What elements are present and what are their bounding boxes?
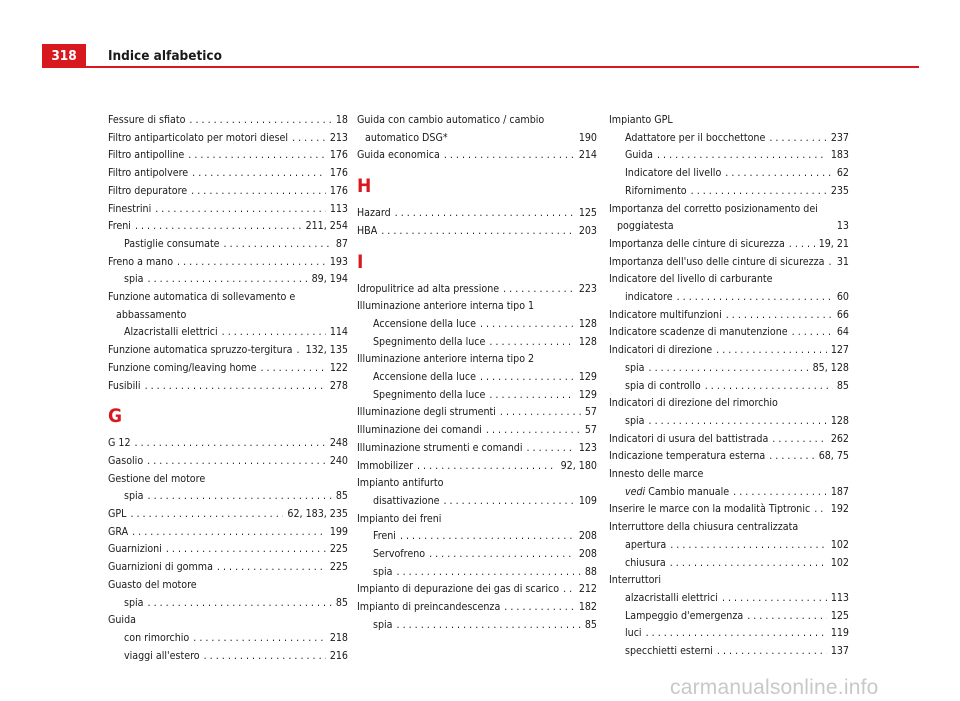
- index-entry: Illuminazione strumenti e comandi . . . 123: [357, 440, 597, 458]
- index-heading: Guasto del motore: [108, 578, 197, 591]
- index-subentry: spia . . . 85: [108, 488, 348, 506]
- index-entry: Freni . . . 211, 254: [108, 218, 348, 236]
- index-subentry: spia . . . 85, 128: [609, 360, 849, 378]
- index-subentry: Accensione della luce . . . 129: [357, 369, 597, 387]
- index-entry: Freno a mano . . . 193: [108, 254, 348, 272]
- page-number: 318: [51, 48, 77, 64]
- section-letter-g: G: [108, 405, 123, 428]
- index-entry: Indicatore scadenze di manutenzione . . . 64: [609, 324, 849, 342]
- index-entry: Inserire le marce con la modalità Tiptronic . . . 192: [609, 501, 849, 519]
- index-entry: Impianto di preincandescenza . . . 182: [357, 599, 597, 617]
- index-column-3: [609, 112, 849, 661]
- index-heading: Indicatore del livello di carburante: [609, 273, 773, 286]
- index-column-1: [108, 112, 348, 665]
- index-entry: Finestrini . . . 113: [108, 201, 348, 219]
- index-subentry: luci . . . 119: [609, 625, 849, 643]
- index-column-2: [357, 112, 597, 635]
- index-entry: Filtro antipolvere . . . 176: [108, 165, 348, 183]
- section-letter-h: H: [357, 175, 372, 198]
- index-entry: Funzione automatica spruzzo-tergitura . . . 132, 135: [108, 342, 348, 360]
- watermark: carmanualsonline.info: [670, 676, 879, 699]
- index-heading: Indicatori di direzione del rimorchio: [609, 397, 778, 410]
- index-subentry: disattivazione . . . 109: [357, 493, 597, 511]
- index-entry: Importanza dell'uso delle cinture di sicurezza . . . 31: [609, 254, 849, 272]
- index-subentry: Spegnimento della luce . . . 128: [357, 334, 597, 352]
- index-subentry: apertura . . . 102: [609, 537, 849, 555]
- index-subentry: Indicatore del livello . . . 62: [609, 165, 849, 183]
- index-entry: Hazard . . . 125: [357, 205, 597, 223]
- index-entry: Guida economica . . . 214: [357, 147, 597, 165]
- index-subentry: spia . . . 88: [357, 564, 597, 582]
- section-letter-i: I: [357, 250, 364, 273]
- index-subentry: spia . . . 85: [357, 617, 597, 635]
- index-subentry: spia . . . 128: [609, 413, 849, 431]
- index-entry: Immobilizer . . . 92, 180: [357, 458, 597, 476]
- index-entry: Idropulitrice ad alta pressione . . . 223: [357, 281, 597, 299]
- index-subentry: Servofreno . . . 208: [357, 546, 597, 564]
- index-entry: Funzione coming/leaving home . . . 122: [108, 360, 348, 378]
- index-subentry: Guida . . . 183: [609, 147, 849, 165]
- index-entry: GPL . . . 62, 183, 235: [108, 506, 348, 524]
- page-title: Indice alfabetico: [108, 48, 222, 64]
- index-entry: Indicazione temperatura esterna . . . 68, 75: [609, 448, 849, 466]
- index-entry: Importanza del corretto posizionamento dei poggiatesta 13: [609, 202, 849, 233]
- index-heading: Funzione automatica di sollevamento e abbassamento: [108, 291, 296, 321]
- index-subentry: spia . . . 89, 194: [108, 271, 348, 289]
- index-entry: G 12 . . . 248: [108, 435, 348, 453]
- index-entry: Filtro depuratore . . . 176: [108, 183, 348, 201]
- index-entry: Illuminazione dei comandi . . . 57: [357, 422, 597, 440]
- index-entry: Filtro antipolline . . . 176: [108, 147, 348, 165]
- index-entry: HBA . . . 203: [357, 223, 597, 241]
- index-heading: Impianto dei freni: [357, 512, 442, 525]
- index-heading: Illuminazione anteriore interna tipo 2: [357, 353, 535, 366]
- index-entry: Guarnizioni di gomma . . . 225: [108, 559, 348, 577]
- index-heading: Impianto antifurto: [357, 477, 444, 490]
- index-entry: Importanza delle cinture di sicurezza . . . 19, 21: [609, 236, 849, 254]
- index-subentry: alzacristalli elettrici . . . 113: [609, 590, 849, 608]
- index-subentry: Adattatore per il bocchettone . . . 237: [609, 130, 849, 148]
- index-subentry: viaggi all'estero . . . 216: [108, 648, 348, 666]
- index-subentry: indicatore . . . 60: [609, 289, 849, 307]
- index-entry: Impianto di depurazione dei gas di scarico . . . 212: [357, 581, 597, 599]
- index-subentry: Accensione della luce . . . 128: [357, 316, 597, 334]
- index-subentry: Lampeggio d'emergenza . . . 125: [609, 608, 849, 626]
- page-number-badge: [42, 44, 86, 68]
- index-heading: Impianto GPL: [609, 114, 673, 126]
- index-heading: Interruttori: [609, 574, 662, 587]
- index-entry: Guarnizioni . . . 225: [108, 541, 348, 559]
- index-subentry: vedi Cambio manuale . . . 187: [609, 484, 849, 502]
- index-subentry: specchietti esterni . . . 137: [609, 643, 849, 661]
- index-heading: Interruttore della chiusura centralizzata: [609, 521, 799, 534]
- index-entry: Guida con cambio automatico / cambio automatico DSG* 190: [357, 114, 597, 144]
- index-heading: Guida: [108, 614, 136, 627]
- index-subentry: Freni . . . 208: [357, 528, 597, 546]
- index-entry: Filtro antiparticolato per motori diesel . . . 213: [108, 130, 348, 148]
- index-subentry: spia . . . 85: [108, 595, 348, 613]
- index-subentry: Rifornimento . . . 235: [609, 183, 849, 201]
- index-entry: Gasolio . . . 240: [108, 453, 348, 471]
- index-subentry: Pastiglie consumate . . . 87: [108, 236, 348, 254]
- index-entry: Illuminazione degli strumenti . . . 57: [357, 404, 597, 422]
- index-entry: Indicatori di direzione . . . 127: [609, 342, 849, 360]
- header-rule: [42, 66, 919, 68]
- index-subentry: Spegnimento della luce . . . 129: [357, 387, 597, 405]
- index-subentry: Alzacristalli elettrici . . . 114: [108, 324, 348, 342]
- index-subentry: spia di controllo . . . 85: [609, 378, 849, 396]
- index-heading: Illuminazione anteriore interna tipo 1: [357, 300, 535, 313]
- index-subentry: chiusura . . . 102: [609, 555, 849, 573]
- index-entry: Indicatore multifunzioni . . . 66: [609, 307, 849, 325]
- index-heading: Innesto delle marce: [609, 468, 704, 481]
- index-subentry: con rimorchio . . . 218: [108, 630, 348, 648]
- see-also-prefix: vedi: [625, 485, 646, 498]
- index-heading: Gestione del motore: [108, 472, 206, 485]
- index-entry: GRA . . . 199: [108, 524, 348, 542]
- index-entry: Fessure di sfiato . . . 18: [108, 112, 348, 130]
- index-entry: Indicatori di usura del battistrada . . . 262: [609, 431, 849, 449]
- index-entry: Fusibili . . . 278: [108, 378, 348, 396]
